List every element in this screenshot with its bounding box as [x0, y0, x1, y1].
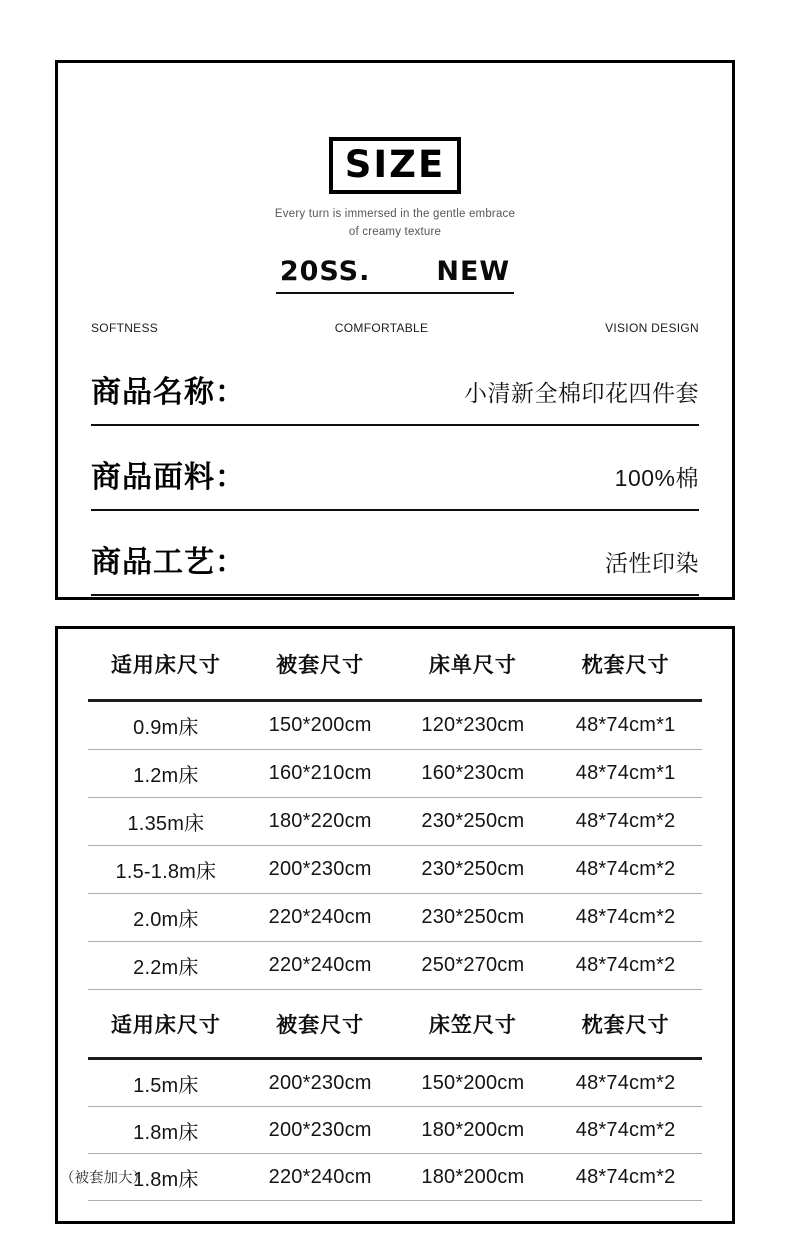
column-header: 枕套尺寸 [581, 654, 670, 677]
dimension-cell: 150*200cm [268, 714, 372, 736]
dimension-cell: 48*74cm*2 [575, 810, 676, 832]
size-table-row [88, 798, 702, 846]
tagline-line2: of creamy texture [348, 226, 442, 239]
product-attribute-row [91, 537, 699, 596]
bed-size-cell: 1.8m床 [133, 1168, 199, 1191]
size-logo-box [329, 137, 462, 194]
bed-size-cell: 0.9m床 [133, 717, 199, 739]
dimension-cell: 220*240cm [268, 1165, 372, 1188]
size-table-row [60, 1154, 702, 1201]
column-header: 适用床尺寸 [110, 654, 221, 677]
product-attribute-row [91, 452, 699, 511]
product-attribute-list [58, 367, 732, 596]
size-table-row [88, 1060, 702, 1107]
size-table-row [88, 942, 702, 990]
dimension-cell: 220*240cm [268, 954, 372, 976]
size-table-row [88, 702, 702, 750]
column-header: 床单尺寸 [428, 654, 517, 677]
dimension-cell: 230*250cm [421, 810, 525, 832]
tagline-line1: Every turn is immersed in the gentle embrace [274, 208, 516, 220]
attribute-label: 商品面料： [91, 460, 246, 494]
dimension-cell: 200*230cm [268, 1118, 372, 1141]
size-table-header-row [88, 629, 702, 702]
size-table-row [88, 846, 702, 894]
bed-size-cell: 1.2m床 [133, 765, 199, 787]
column-header: 被套尺寸 [276, 654, 365, 677]
bed-size-cell: 1.35m床 [127, 813, 205, 835]
size-table-row [88, 894, 702, 942]
column-header: 枕套尺寸 [581, 1013, 670, 1037]
bed-size-cell: 1.5m床 [133, 1074, 199, 1097]
product-attribute-row [91, 367, 699, 426]
feature-label-softness: SOFTNESS [91, 320, 159, 335]
dimension-cell: 250*270cm [421, 954, 525, 976]
dimension-cell: 48*74cm*2 [575, 1071, 676, 1094]
tagline [58, 205, 732, 242]
bed-size-cell: 1.5-1.8m床 [115, 861, 217, 883]
dimension-cell: 180*220cm [268, 810, 372, 832]
bed-size-cell: 2.0m床 [133, 909, 199, 931]
dimension-cell: 48*74cm*2 [575, 906, 676, 928]
size-table-row [88, 1107, 702, 1154]
feature-label-vision-design: VISION DESIGN [605, 320, 699, 335]
dimension-cell: 48*74cm*2 [575, 1118, 676, 1141]
features-row [58, 321, 732, 335]
dimension-cell: 200*230cm [268, 1071, 372, 1094]
size-table-row [88, 750, 702, 798]
dimension-cell: 220*240cm [268, 906, 372, 928]
row-prefix-note: （被套加大） [60, 1170, 147, 1187]
attribute-label: 商品名称： [91, 375, 246, 409]
bed-size-cell: 2.2m床 [133, 957, 199, 979]
dimension-cell: 230*250cm [421, 858, 525, 880]
new-label: NEW [436, 255, 511, 287]
dimension-cell: 230*250cm [421, 906, 525, 928]
feature-label-comfortable: COMFORTABLE [334, 320, 429, 335]
size-table-header-row [88, 990, 702, 1060]
season-underline-group [276, 256, 514, 294]
attribute-value: 100%棉 [614, 464, 699, 491]
bed-size-cell: 1.8m床 [133, 1121, 199, 1144]
dimension-cell: 150*200cm [421, 1071, 525, 1094]
attribute-label: 商品工艺： [91, 545, 246, 579]
attribute-value: 小清新全棉印花四件套 [464, 379, 699, 406]
dimension-cell: 160*230cm [421, 762, 525, 784]
dimension-cell: 180*200cm [421, 1165, 525, 1188]
dimension-cell: 48*74cm*2 [575, 858, 676, 880]
dimension-cell: 160*210cm [268, 762, 372, 784]
size-logo-text: SIZE [344, 143, 446, 186]
dimension-cell: 48*74cm*1 [575, 714, 676, 736]
attribute-value: 活性印染 [605, 549, 699, 576]
dimension-cell: 200*230cm [268, 858, 372, 880]
column-header: 被套尺寸 [276, 1013, 365, 1037]
size-table-panel [55, 626, 735, 1224]
dimension-cell: 48*74cm*2 [575, 954, 676, 976]
dimension-cell: 180*200cm [421, 1118, 525, 1141]
season-label: 20SS. [279, 255, 371, 287]
product-info-panel [55, 60, 735, 600]
dimension-cell: 48*74cm*1 [575, 762, 676, 784]
column-header: 适用床尺寸 [110, 1013, 221, 1037]
size-tables [60, 629, 702, 1201]
dimension-cell: 48*74cm*2 [575, 1165, 676, 1188]
column-header: 床笠尺寸 [428, 1013, 517, 1037]
season-line [58, 256, 732, 294]
dimension-cell: 120*230cm [421, 714, 525, 736]
